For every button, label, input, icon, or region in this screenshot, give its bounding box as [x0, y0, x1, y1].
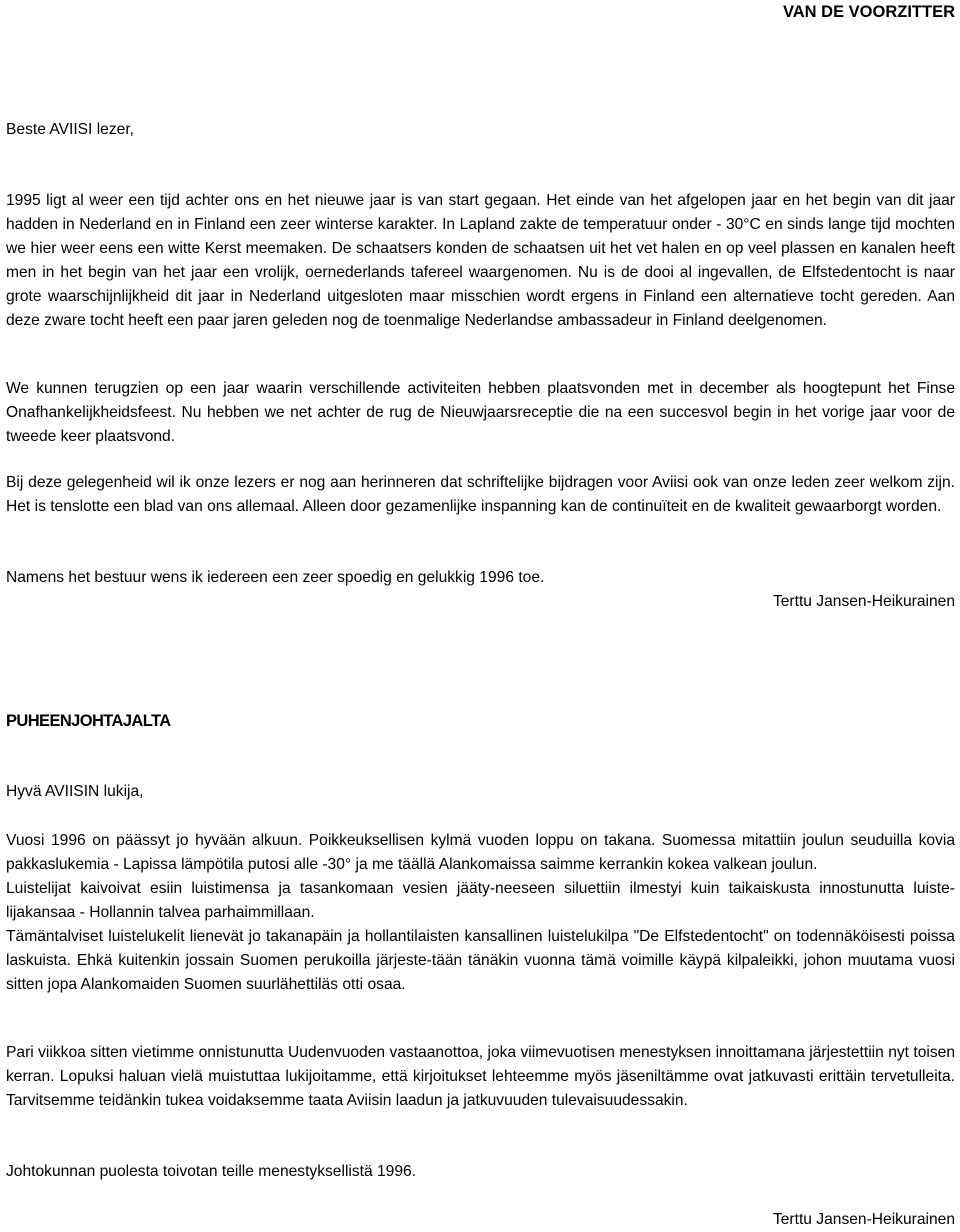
finnish-paragraph-4: Pari viikkoa sitten vietimme onnistunutta Uudenvuoden vastaanottoa, joka viimevuotisen menestyksen innoittamana järjestettiin nyt toisen kerran. Lopuksi haluan vielä muistuttaa lukijoitamme, että kirjoitukset lehteemme myös jäseniltämme ovat jatkuvasti erittäin tervetulleita. Tarvitsemme teidänkin tukea voidaksemme taata Aviisin laadun ja jatkuvuuden tulevaisuudessakin. [6, 1044, 955, 1109]
dutch-paragraph-3: Bij deze gelegenheid wil ik onze lezers er nog aan herinneren dat schriftelijke bijdragen voor Aviisi ook van onze leden zeer welkom zijn. Het is tenslotte een blad van ons allemaal. Alleen door gezamenlijke inspanning kan de continuïteit en de kwaliteit gewaarborgt worden. [6, 474, 955, 515]
finnish-paragraph-2: Luistelijat kaivoivat esiin luistimensa ja tasankomaan vesien jääty-neeseen siluettiin ilmestyi kuin taikaiskusta innostunutta luiste-lijakansaa - Hollannin talvea parhaimmillaan. [6, 880, 955, 921]
finnish-signature-wrap [6, 1208, 955, 1232]
dutch-paragraph-2: We kunnen terugzien op een jaar waarin verschillende activiteiten hebben plaatsvonden met in december als hoogtepunt het Finse Onafhankelijkheidsfeest. Nu hebben we net achter de rug de Nieuwjaarsreceptie die na een succesvol begin in het vorige jaar voor de tweede keer plaatsvond. [6, 380, 955, 445]
dutch-paragraph-1: 1995 ligt al weer een tijd achter ons en het nieuwe jaar is van start gegaan. Het einde van het afgelopen jaar en het begin van dit jaar hadden in Nederland en in Finland een zeer winterse karakter. In Lapland zakte de temperatuur onder - 30°C en sinds lange tijd mochten we hier weer eens een witte Kerst meemaken. De schaatsers konden de schaatsen uit het vet halen en op veel plassen en kanalen heeft men in het begin van het jaar een vrolijk, oernederlands tafereel waargenomen. Nu is de dooi al ingevallen, de Elfstedentocht is naar grote waarschijnlijkheid dit jaar in Nederland uitgesloten maar misschien wordt ergens in Finland een alternatieve tocht gereden. Aan deze zware tocht heeft een paar jaren geleden nog de toenmalige Nederlandse ambassadeur in Finland deelgenomen. [6, 192, 955, 329]
finnish-body-2 [6, 1041, 955, 1113]
finnish-salutation: Hyvä AVIISIN lukija, [6, 783, 144, 800]
dutch-section-heading: VAN DE VOORZITTER [782, 3, 955, 21]
dutch-signature: Terttu Jansen-Heikurainen [772, 593, 955, 610]
dutch-body-3 [6, 471, 955, 519]
dutch-body-4 [6, 566, 955, 614]
dutch-salutation: Beste AVIISI lezer, [6, 121, 134, 138]
dutch-body [6, 189, 955, 333]
finnish-paragraph-5: Johtokunnan puolesta toivotan teille menestyksellistä 1996. [6, 1163, 417, 1180]
dutch-paragraph-4: Namens het bestuur wens ik iedereen een zeer spoedig en gelukkig 1996 toe. [6, 569, 545, 586]
finnish-body-3 [6, 1160, 955, 1184]
dutch-body-2 [6, 377, 955, 449]
finnish-section-heading: PUHEENJOHTAJALTA [6, 712, 171, 730]
finnish-paragraph-1: Vuosi 1996 on päässyt jo hyvään alkuun. Poikkeuksellisen kylmä vuoden loppu on takana. Suomessa mitattiin joulun seuduilla kovia pakkaslukemia - Lapissa lämpötila putosi alle -30° ja me täällä Alankomaissa saimme kerrankin kokea valkean joulun. [6, 832, 955, 873]
finnish-paragraph-3: Tämäntalviset luistelukelit lienevät jo takanapäin ja hollantilaisten kansallinen luistelukilpa "De Elfstedentocht" on todennäköisesti poissa laskuista. Ehkä kuitenkin jossain Suomen perukoilla järjeste-tään tänäkin vuonna tämä voimille käypä kilpaleikki, johon muutama vuosi sitten jopa Alankomaiden Suomen suurlähettiläs otti osaa. [6, 928, 955, 993]
finnish-body [6, 829, 955, 997]
finnish-signature: Terttu Jansen-Heikurainen [772, 1211, 955, 1228]
